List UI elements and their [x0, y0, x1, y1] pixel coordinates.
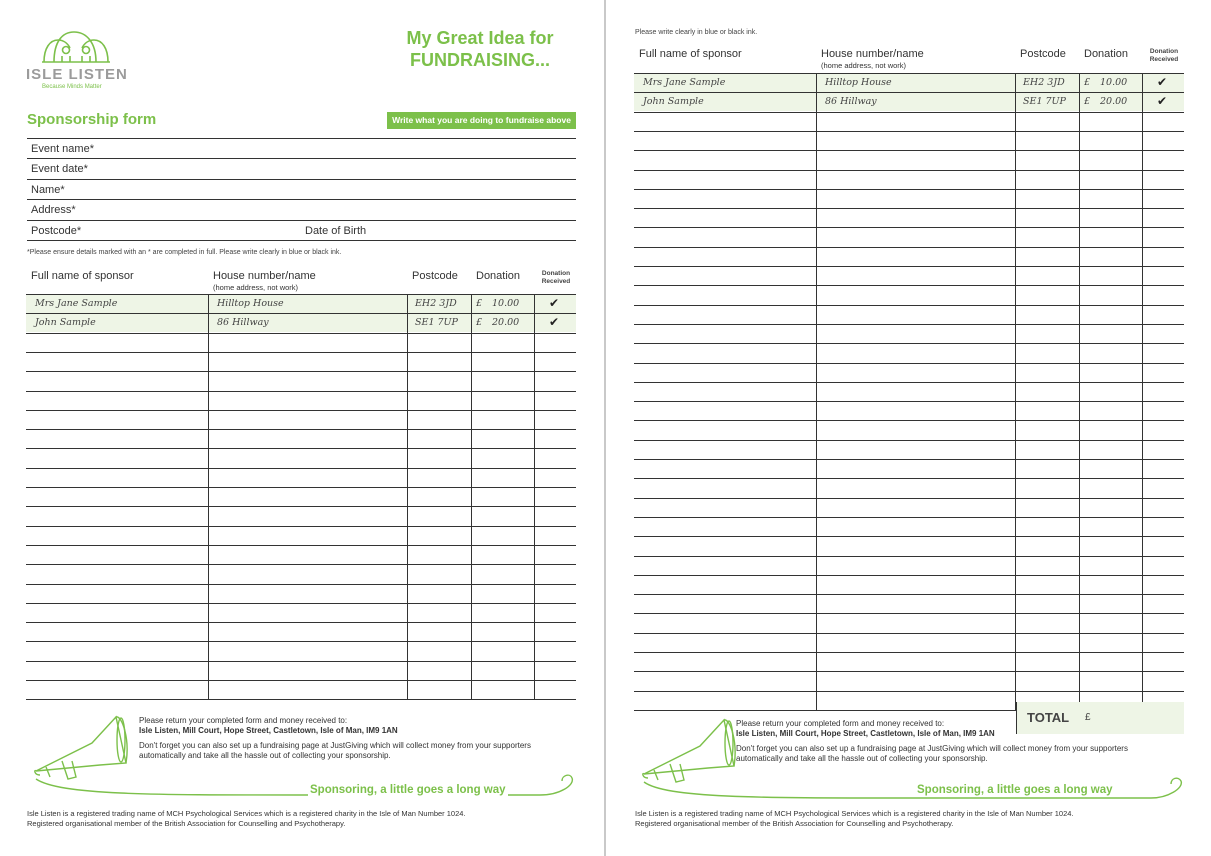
table-row[interactable]	[26, 487, 576, 506]
table-row[interactable]	[634, 305, 1184, 324]
event-date-field[interactable]	[27, 159, 576, 179]
row-line	[634, 150, 1184, 151]
table-row[interactable]	[26, 545, 576, 564]
justgiving-line-1-p2: Don't forget you can also set up a fundraising page at JustGiving which will collect money from your supporters	[736, 744, 1128, 753]
table-row[interactable]	[26, 641, 576, 660]
currency-cell: £	[1084, 77, 1091, 88]
row-line	[634, 363, 1184, 364]
table-row[interactable]	[634, 556, 1184, 575]
house-cell: 86 Hillway	[217, 317, 269, 329]
table-row[interactable]	[634, 170, 1184, 189]
currency-cell: £	[1084, 96, 1091, 108]
table-row[interactable]	[26, 661, 576, 680]
amount-cell: 20.00	[1100, 96, 1128, 108]
row-line	[634, 478, 1184, 479]
row-line	[26, 622, 576, 623]
title-line-2: FUNDRAISING...	[409, 50, 550, 70]
table-row[interactable]	[634, 131, 1184, 150]
row-line	[26, 564, 576, 565]
row-line	[634, 227, 1184, 228]
table-row[interactable]	[634, 227, 1184, 246]
table-row[interactable]	[26, 410, 576, 429]
postcode-label: Postcode*	[31, 224, 82, 237]
isle-listen-logo	[26, 28, 130, 90]
amount-cell: 10.00	[1100, 77, 1128, 88]
legal-line-1: Isle Listen is a registered trading name of MCH Psychological Services which is a registered charity in the Isle of Man Number 1024.	[27, 809, 466, 818]
table-row[interactable]	[26, 352, 576, 371]
amount-cell: 10.00	[492, 298, 520, 309]
page-title	[380, 27, 580, 71]
col-received-p2	[1144, 48, 1184, 64]
row-line	[634, 420, 1184, 421]
justgiving-line-1: Don't forget you can also set up a fundraising page at JustGiving which will collect money from your supporters	[139, 741, 531, 750]
column-line	[1015, 73, 1016, 710]
legal-line-2: Registered organisational member of the British Association for Counselling and Psychotherapy.	[27, 819, 346, 828]
row-line	[634, 671, 1184, 672]
currency-cell: £	[476, 317, 483, 329]
legal-text-p2	[635, 809, 1195, 829]
table-row[interactable]	[634, 401, 1184, 420]
column-line	[816, 73, 817, 710]
table-row[interactable]	[634, 440, 1184, 459]
postcode-cell: SE1 7UP	[1023, 96, 1066, 108]
table-row[interactable]	[26, 622, 576, 641]
row-line	[26, 371, 576, 372]
check-mark-icon: ✔	[549, 315, 560, 330]
table-row[interactable]	[26, 564, 576, 583]
row-line	[634, 691, 1184, 692]
house-cell: Hilltop House	[217, 298, 284, 309]
row-line	[634, 170, 1184, 171]
return-line: Please return your completed form and money received to:	[139, 716, 348, 725]
ink-note: Please write clearly in blue or black ink.	[635, 29, 758, 36]
table-row[interactable]	[634, 324, 1184, 343]
table-row[interactable]	[26, 603, 576, 622]
row-line	[634, 305, 1184, 306]
page-1	[0, 0, 604, 856]
col-received-2: Received	[541, 278, 571, 285]
row-line	[634, 112, 1184, 113]
col-donation-p2: Donation	[1084, 48, 1129, 60]
postcode-cell: EH2 3JD	[415, 298, 457, 309]
form-title: Sponsorship form	[27, 111, 157, 128]
row-line	[634, 556, 1184, 557]
column-line	[534, 294, 535, 699]
table-row[interactable]	[634, 459, 1184, 478]
row-line	[26, 448, 576, 449]
table-row[interactable]	[634, 266, 1184, 285]
row-line	[26, 545, 576, 546]
row-line	[26, 661, 576, 662]
slogan: Sponsoring, a little goes a long way	[310, 784, 506, 796]
row-line	[634, 285, 1184, 286]
slogan-p2: Sponsoring, a little goes a long way	[917, 784, 1113, 796]
sponsor-table	[26, 294, 576, 699]
row-line	[634, 343, 1184, 344]
row-line	[26, 506, 576, 507]
event-name-field[interactable]	[27, 139, 576, 159]
event-name-label: Event name*	[31, 143, 94, 155]
row-line	[26, 680, 576, 681]
col-sponsor-p2: Full name of sponsor	[639, 48, 742, 60]
table-row[interactable]	[634, 498, 1184, 517]
table-row[interactable]	[634, 363, 1184, 382]
col-received-1: Donation	[541, 270, 571, 277]
table-row[interactable]	[634, 285, 1184, 304]
table-row[interactable]	[26, 333, 576, 352]
col-sponsor: Full name of sponsor	[31, 270, 134, 282]
sponsor-table-continued	[634, 73, 1184, 710]
table-row[interactable]	[26, 680, 576, 699]
total-box[interactable]	[1016, 702, 1184, 734]
row-line	[634, 594, 1184, 595]
col-house: House number/name	[213, 270, 316, 282]
name-field[interactable]	[27, 180, 576, 200]
check-mark-icon: ✔	[549, 296, 560, 310]
column-line	[1079, 73, 1080, 710]
postcode-cell: EH2 3JD	[1023, 77, 1065, 88]
column-line	[208, 294, 209, 699]
row-line	[634, 440, 1184, 441]
row-line	[26, 641, 576, 642]
row-line	[634, 459, 1184, 460]
table-row[interactable]	[634, 247, 1184, 266]
table-row[interactable]	[634, 150, 1184, 169]
col-postcode-p2: Postcode	[1020, 48, 1066, 60]
row-line	[634, 517, 1184, 518]
row-line	[634, 324, 1184, 325]
postcode-field[interactable]	[27, 221, 576, 241]
legal-line-2-p2: Registered organisational member of the British Association for Counselling and Psychotherapy.	[635, 819, 954, 828]
row-line	[634, 633, 1184, 634]
row-line	[634, 189, 1184, 190]
amount-cell: 20.00	[492, 317, 520, 329]
table-row[interactable]	[634, 478, 1184, 497]
row-line	[26, 487, 576, 488]
table-row[interactable]	[26, 429, 576, 448]
row-line	[634, 247, 1184, 248]
event-details	[27, 138, 576, 241]
check-mark-icon: ✔	[1157, 94, 1168, 109]
event-date-label: Event date*	[31, 163, 88, 176]
column-line	[1142, 73, 1143, 710]
row-line	[634, 401, 1184, 402]
row-line	[634, 498, 1184, 499]
row-line	[26, 699, 576, 700]
name-label: Name*	[31, 183, 65, 196]
check-mark-icon: ✔	[1157, 75, 1168, 89]
write-badge: Write what you are doing to fundraise above	[387, 112, 576, 129]
col-house-sub: (home address, not work)	[213, 283, 299, 292]
return-address-p2: Isle Listen, Mill Court, Hope Street, Castletown, Isle of Man, IM9 1AN	[736, 729, 995, 738]
row-line	[26, 333, 576, 334]
table-row[interactable]	[634, 652, 1184, 671]
house-cell: Hilltop House	[825, 77, 892, 88]
row-line	[634, 131, 1184, 132]
table-row[interactable]	[634, 671, 1184, 690]
legal-text	[27, 809, 587, 829]
title-line-1: My Great Idea for	[406, 28, 554, 48]
table-row[interactable]	[634, 189, 1184, 208]
row-line	[26, 584, 576, 585]
row-line	[26, 410, 576, 411]
currency-cell: £	[476, 298, 483, 309]
row-line	[26, 352, 576, 353]
table-row[interactable]	[634, 633, 1184, 652]
col-received-p2-1: Donation	[1149, 48, 1179, 55]
table-row[interactable]	[634, 208, 1184, 227]
justgiving-line-2-p2: automatically and take all the hassle out of collecting your sponsorship.	[736, 754, 988, 763]
row-line	[634, 536, 1184, 537]
sponsor-name-cell: John Sample	[643, 96, 704, 108]
table-row[interactable]	[26, 506, 576, 525]
return-address: Isle Listen, Mill Court, Hope Street, Castletown, Isle of Man, IM9 1AN	[139, 726, 398, 735]
justgiving-line-2: automatically and take all the hassle out of collecting your sponsorship.	[139, 751, 391, 760]
row-line	[634, 613, 1184, 614]
sponsor-name-cell: Mrs Jane Sample	[643, 77, 726, 88]
postcode-cell: SE1 7UP	[415, 317, 458, 329]
return-instructions	[139, 716, 589, 761]
col-house-p2: House number/name	[821, 48, 924, 60]
address-field[interactable]	[27, 200, 576, 220]
table-row[interactable]	[634, 613, 1184, 632]
col-received-p2-2: Received	[1149, 56, 1179, 63]
table-row[interactable]	[634, 382, 1184, 401]
total-label: TOTAL	[1027, 710, 1070, 725]
row-line	[26, 468, 576, 469]
row-line	[634, 575, 1184, 576]
return-line-p2: Please return your completed form and money received to:	[736, 719, 945, 728]
table-row[interactable]	[26, 584, 576, 603]
table-row[interactable]	[634, 575, 1184, 594]
col-house-sub-p2: (home address, not work)	[821, 61, 907, 70]
sponsor-name-cell: Mrs Jane Sample	[35, 298, 118, 309]
row-line	[634, 652, 1184, 653]
table-row[interactable]	[26, 526, 576, 545]
total-currency: £	[1085, 712, 1091, 723]
table-row[interactable]	[26, 371, 576, 390]
col-received	[536, 270, 576, 286]
row-line	[26, 603, 576, 604]
column-line	[407, 294, 408, 699]
row-line	[26, 391, 576, 392]
table-row[interactable]	[26, 468, 576, 487]
table-row[interactable]	[26, 391, 576, 410]
footer	[0, 705, 604, 856]
dob-label: Date of Birth	[305, 224, 367, 237]
col-postcode: Postcode	[412, 270, 458, 282]
table-row[interactable]	[634, 536, 1184, 555]
logo-tagline: Because Minds Matter	[42, 84, 102, 90]
logo-name: ISLE LISTEN	[26, 66, 128, 83]
table-row[interactable]	[634, 343, 1184, 362]
row-line	[634, 208, 1184, 209]
col-donation: Donation	[476, 270, 521, 282]
table-row[interactable]	[26, 448, 576, 467]
sponsor-name-cell: John Sample	[35, 317, 96, 329]
table-row[interactable]	[634, 420, 1184, 439]
row-line	[26, 429, 576, 430]
house-cell: 86 Hillway	[825, 96, 877, 108]
address-label: Address*	[31, 204, 76, 217]
trees-logo-icon	[40, 28, 112, 64]
completion-note: *Please ensure details marked with an * are completed in full. Please write clearly in blue or black ink.	[27, 249, 342, 256]
table-row[interactable]	[634, 594, 1184, 613]
row-line	[26, 526, 576, 527]
table-row[interactable]	[634, 112, 1184, 131]
table-row[interactable]	[634, 517, 1184, 536]
legal-line-1-p2: Isle Listen is a registered trading name of MCH Psychological Services which is a registered charity in the Isle of Man Number 1024.	[635, 809, 1074, 818]
row-line	[634, 266, 1184, 267]
row-line	[634, 382, 1184, 383]
column-line	[471, 294, 472, 699]
